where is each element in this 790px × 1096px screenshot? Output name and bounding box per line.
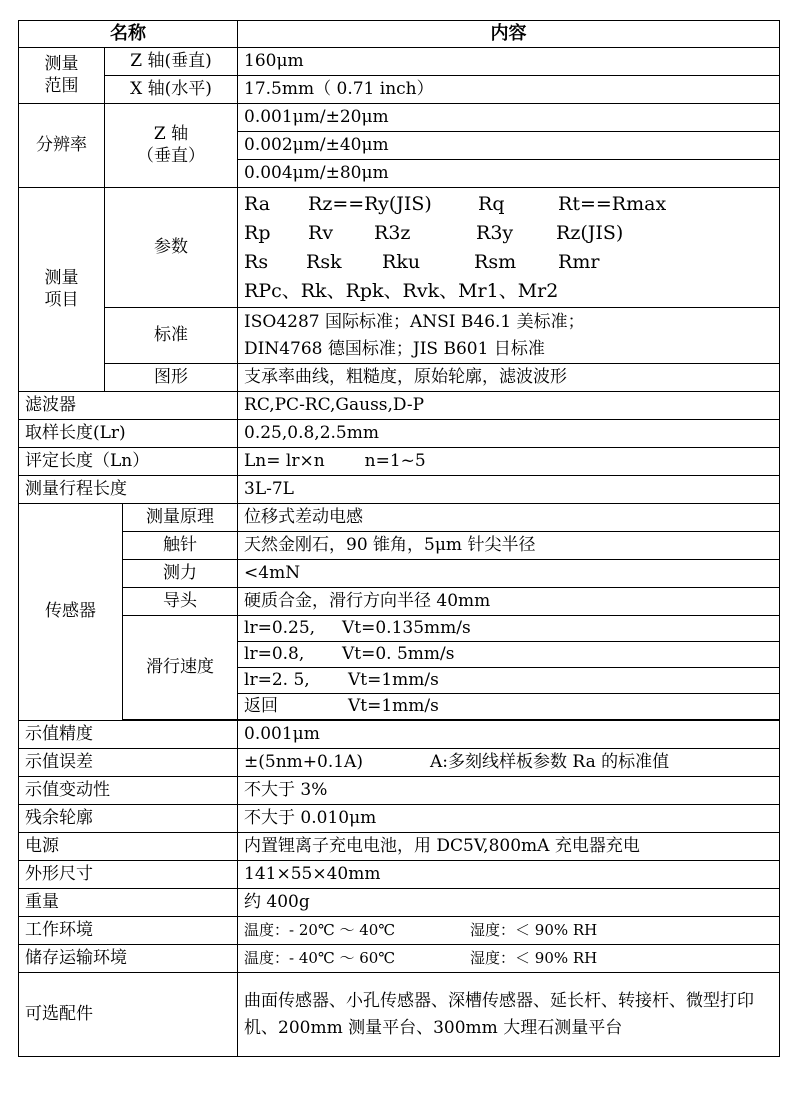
error-value: ±(5nm+0.1A) — [244, 751, 363, 772]
header-content: 内容 — [238, 21, 780, 48]
travel-value: 3L-7L — [238, 476, 780, 504]
precision-value: 0.001μm — [238, 721, 780, 749]
power-label: 电源 — [19, 833, 238, 861]
param-rq: Rq — [478, 192, 505, 215]
residual-label: 残余轮廓 — [19, 805, 238, 833]
size-row — [19, 861, 780, 889]
range-label: 测量 范围 — [19, 48, 105, 104]
sample-length-label: 取样长度(Lr) — [19, 420, 238, 448]
sensor-guide-label: 导头 — [123, 588, 238, 616]
standard-row — [19, 308, 780, 364]
size-label: 外形尺寸 — [19, 861, 238, 889]
eval-length-label: 评定长度（Ln） — [19, 448, 238, 476]
sensor-principle-value: 位移式差动电感 — [238, 504, 780, 532]
sensor-force-row — [19, 560, 780, 588]
param-rt: Rt==Rmax — [558, 192, 667, 215]
accessories-label: 可选配件 — [19, 973, 238, 1057]
travel-label: 测量行程长度 — [19, 476, 238, 504]
speed-l-2: lr=0.8, — [244, 643, 305, 664]
range-z-label: Z 轴(垂直) — [105, 48, 238, 76]
resolution-value-1: 0.001μm/±20μm — [238, 104, 780, 132]
sensor-principle-label: 测量原理 — [123, 504, 238, 532]
range-x-value: 17.5mm（ 0.71 inch） — [238, 76, 780, 104]
filter-value: RC,PC-RC,Gauss,D-P — [238, 392, 780, 420]
speed-cell-4 — [238, 694, 780, 720]
size-value: 141×55×40mm — [238, 861, 780, 889]
resolution-row-1 — [19, 104, 780, 132]
sensor-label: 传感器 — [19, 504, 123, 721]
precision-row — [19, 721, 780, 749]
speed-l-4: 返回 — [244, 695, 279, 716]
measure-label: 测量 项目 — [19, 188, 105, 392]
sensor-stylus-row — [19, 532, 780, 560]
param-r3z: R3z — [374, 221, 411, 244]
range-row-x — [19, 76, 780, 104]
error-row — [19, 749, 780, 777]
header-row — [19, 21, 780, 48]
range-z-value: 160μm — [238, 48, 780, 76]
speed-v-4: Vt=1mm/s — [348, 695, 439, 716]
param-r3y: R3y — [476, 221, 514, 244]
param-rsk: Rsk — [306, 250, 342, 273]
sensor-guide-row — [19, 588, 780, 616]
param-ra: Ra — [244, 192, 271, 215]
speed-row-1 — [19, 616, 780, 642]
graph-value: 支承率曲线，粗糙度，原始轮廓，滤波波形 — [238, 364, 780, 392]
weight-label: 重量 — [19, 889, 238, 917]
graph-row — [19, 364, 780, 392]
sample-length-value: 0.25,0.8,2.5mm — [238, 420, 780, 448]
speed-cell-3 — [238, 668, 780, 694]
weight-value: 约 400g — [238, 889, 780, 917]
param-row4: RPc、Rk、Rpk、Rvk、Mr1、Mr2 — [244, 279, 559, 302]
params-row — [19, 188, 780, 308]
sample-length-row — [19, 420, 780, 448]
eval-length-cell — [238, 448, 780, 476]
error-note: A:多刻线样板参数 Ra 的标准值 — [430, 751, 670, 772]
sensor-stylus-label: 触针 — [123, 532, 238, 560]
storage-env-label: 储存运输环境 — [19, 945, 238, 973]
param-rmr: Rmr — [558, 250, 600, 273]
travel-row — [19, 476, 780, 504]
range-row-z — [19, 48, 780, 76]
resolution-value-2: 0.002μm/±40μm — [238, 132, 780, 160]
resolution-value-3: 0.004μm/±80μm — [238, 160, 780, 188]
filter-row — [19, 392, 780, 420]
variability-value: 不大于 3% — [238, 777, 780, 805]
filter-label: 滤波器 — [19, 392, 238, 420]
sensor-force-label: 测力 — [123, 560, 238, 588]
variability-row — [19, 777, 780, 805]
param-rz: Rz==Ry(JIS) — [308, 192, 432, 215]
param-rp: Rp — [244, 221, 271, 244]
speed-l-1: lr=0.25, — [244, 617, 316, 638]
standard-line-1: ISO4287 国际标准；ANSI B46.1 美标准； — [244, 311, 585, 332]
standard-value — [238, 308, 780, 364]
param-rzjis: Rz(JIS) — [556, 221, 624, 244]
speed-v-3: Vt=1mm/s — [348, 669, 439, 690]
work-env-cell — [238, 917, 780, 945]
resolution-label: 分辨率 — [19, 104, 105, 188]
power-value: 内置锂离子充电电池，用 DC5V,800mA 充电器充电 — [238, 833, 780, 861]
param-rsm: Rsm — [474, 250, 517, 273]
speed-cell-1 — [238, 616, 780, 642]
eval-length-n: n=1~5 — [364, 450, 426, 471]
work-env-temp: 温度：- 20℃ ～ 40℃ — [244, 921, 396, 940]
sensor-principle-row — [19, 504, 780, 532]
range-x-label: X 轴(水平) — [105, 76, 238, 104]
storage-env-cell — [238, 945, 780, 973]
storage-env-humidity: 湿度：＜ 90% RH — [470, 949, 598, 968]
residual-value: 不大于 0.010μm — [238, 805, 780, 833]
sensor-speed-label: 滑行速度 — [123, 616, 238, 720]
params-list — [238, 188, 780, 308]
standard-line-2: DIN4768 德国标准；JIS B601 日标准 — [244, 338, 545, 359]
eval-length-value: Ln= lr×n — [244, 450, 325, 471]
error-label: 示值误差 — [19, 749, 238, 777]
header-name: 名称 — [19, 21, 238, 48]
error-cell — [238, 749, 780, 777]
weight-row — [19, 889, 780, 917]
power-row — [19, 833, 780, 861]
param-rku: Rku — [382, 250, 421, 273]
work-env-row — [19, 917, 780, 945]
variability-label: 示值变动性 — [19, 777, 238, 805]
resolution-axis: Z 轴 （垂直） — [105, 104, 238, 188]
speed-cell-2 — [238, 642, 780, 668]
speed-l-3: lr=2. 5, — [244, 669, 310, 690]
graph-label: 图形 — [105, 364, 238, 392]
residual-row — [19, 805, 780, 833]
params-label: 参数 — [105, 188, 238, 308]
storage-env-temp: 温度：- 40℃ ～ 60℃ — [244, 949, 396, 968]
work-env-label: 工作环境 — [19, 917, 238, 945]
sensor-guide-value: 硬质合金，滑行方向半径 40mm — [238, 588, 780, 616]
standard-label: 标准 — [105, 308, 238, 364]
sensor-stylus-value: 天然金刚石，90 锥角，5μm 针尖半径 — [238, 532, 780, 560]
eval-length-row — [19, 448, 780, 476]
spec-table — [18, 20, 780, 1057]
param-rv: Rv — [308, 221, 334, 244]
accessories-row — [19, 973, 780, 1057]
sensor-force-value: <4mN — [238, 560, 780, 588]
precision-label: 示值精度 — [19, 721, 238, 749]
work-env-humidity: 湿度：＜ 90% RH — [470, 921, 598, 940]
accessories-value: 曲面传感器、小孔传感器、深槽传感器、延长杆、转接杆、微型打印机、200mm 测量平台、300mm 大理石测量平台 — [238, 973, 780, 1057]
param-rs: Rs — [244, 250, 269, 273]
storage-env-row — [19, 945, 780, 973]
speed-v-2: Vt=0. 5mm/s — [342, 643, 455, 664]
speed-v-1: Vt=0.135mm/s — [342, 617, 471, 638]
